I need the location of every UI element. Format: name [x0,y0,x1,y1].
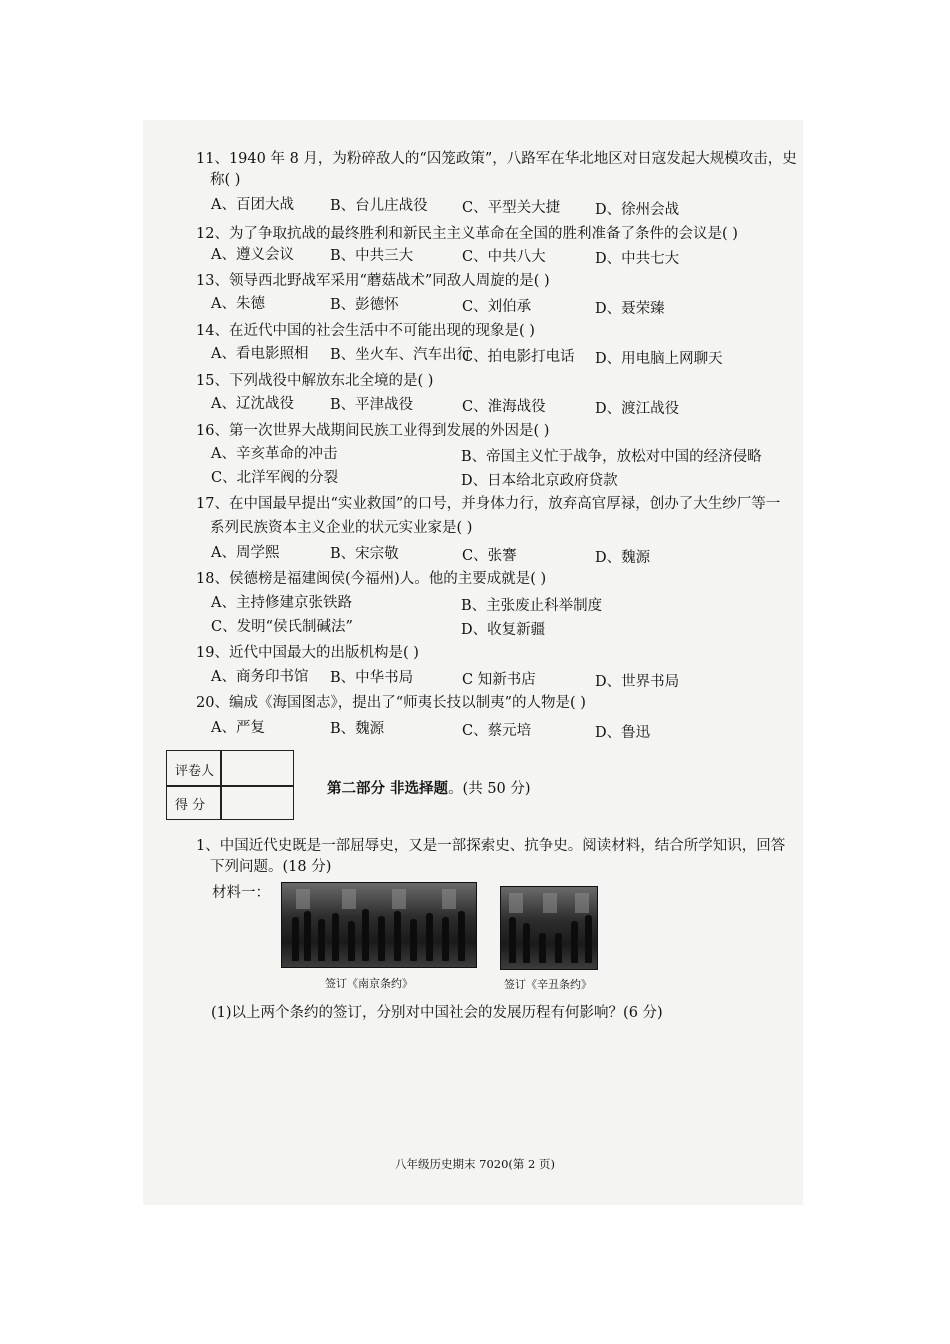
q20-option-b: B、魏源 [330,721,385,737]
question-19-stem: 19、近代中国最大的出版机构是( ) [196,645,419,661]
q20-option-a: A、严复 [211,720,265,736]
question-15-stem: 15、下列战役中解放东北全境的是( ) [196,373,434,389]
question-12-stem: 12、为了争取抗战的最终胜利和新民主主义革命在全国的胜利准备了条件的会议是( ) [196,226,738,242]
part-two-heading: 第二部分 非选择题 [327,781,449,797]
q18-option-d: D、收复新疆 [461,622,546,638]
q18-option-b: B、主张废止科举制度 [461,598,603,614]
score-label: 得 分 [175,798,206,813]
q12-option-d: D、中共七大 [595,251,680,267]
q15-option-d: D、渡江战役 [595,401,680,417]
q19-option-d: D、世界书局 [595,674,680,690]
nanjing-treaty-photo [281,882,477,968]
nanjing-treaty-caption: 签订《南京条约》 [325,977,413,990]
q15-option-c: C、淮海战役 [462,399,546,415]
q17-option-c: C、张謇 [462,548,517,564]
sub-question-1: (1)以上两个条约的签订，分别对中国社会的发展历程有何影响？(6 分) [211,1005,663,1021]
q17-option-b: B、宋宗敬 [330,546,399,562]
q16-option-d: D、日本给北京政府贷款 [461,473,618,489]
q15-option-b: B、平津战役 [330,397,414,413]
q11-option-a: A、百团大战 [211,197,294,213]
q17-option-a: A、周学熙 [211,545,280,561]
q19-option-c: C 知新书店 [462,672,536,688]
q13-option-c: C、刘伯承 [462,299,532,315]
q16-option-a: A、辛亥革命的冲击 [211,446,338,462]
question-11-stem: 11、1940 年 8 月，为粉碎敌人的“囚笼政策”，八路军在华北地区对日寇发起大规模攻击，史 [196,151,797,167]
xinchou-treaty-caption: 签订《辛丑条约》 [504,978,592,991]
essay-question-1-stem-cont: 下列问题。(18 分) [210,859,332,875]
question-13-stem: 13、领导西北野战军采用“蘑菇战术”同敌人周旋的是( ) [196,273,550,289]
q11-option-c: C、平型关大捷 [462,200,561,216]
page-footer: 八年级历史期末 7020(第 2 页) [394,1157,556,1171]
q12-option-b: B、中共三大 [330,248,414,264]
q11-option-b: B、台儿庄战役 [330,198,428,214]
q12-option-c: C、中共八大 [462,249,546,265]
q11-option-d: D、徐州会战 [595,202,680,218]
question-16-stem: 16、第一次世界大战期间民族工业得到发展的外因是( ) [196,423,550,439]
q14-option-a: A、看电影照相 [211,346,309,362]
q16-option-b: B、帝国主义忙于战争，放松对中国的经济侵略 [461,449,762,465]
q13-option-d: D、聂荣臻 [595,301,665,317]
question-17-stem: 17、在中国最早提出“实业救国”的口号，并身体力行，放弃高官厚禄，创办了大生纱厂等一 [196,496,781,512]
q18-option-a: A、主持修建京张铁路 [211,595,352,611]
q20-option-c: C、蔡元培 [462,723,532,739]
question-17-stem-cont: 系列民族资本主义企业的状元实业家是( ) [210,520,473,536]
q19-option-b: B、中华书局 [330,670,414,686]
reviewer-label: 评卷人 [175,764,215,779]
table-row-divider [167,785,293,787]
q17-option-d: D、魏源 [595,550,651,566]
q15-option-a: A、辽沈战役 [211,396,294,412]
material-one-label: 材料一： [212,885,270,901]
q18-option-c: C、发明“侯氏制碱法” [211,619,353,635]
q12-option-a: A、遵义会议 [211,247,294,263]
q16-option-c: C、北洋军阀的分裂 [211,470,339,486]
q14-option-b: B、坐火车、汽车出行 [330,347,472,363]
question-11-stem-cont: 称( ) [210,172,241,188]
q19-option-a: A、商务印书馆 [211,669,309,685]
table-column-divider [220,751,222,819]
q13-option-b: B、彭德怀 [330,297,399,313]
xinchou-treaty-photo [500,886,598,970]
essay-question-1-stem: 1、中国近代史既是一部屈辱史，又是一部探索史、抗争史。阅读材料，结合所学知识，回答 [196,838,786,854]
part-two-points: 。(共 50 分) [448,781,531,797]
q14-option-d: D、用电脑上网聊天 [595,351,723,367]
score-table [166,750,294,820]
part-two-title [327,777,531,798]
q14-option-c: C、拍电影打电话 [462,349,575,365]
q13-option-a: A、朱德 [211,296,265,312]
question-20-stem: 20、编成《海国图志》，提出了“师夷长技以制夷”的人物是( ) [196,695,586,711]
q20-option-d: D、鲁迅 [595,725,651,741]
question-18-stem: 18、侯德榜是福建闽侯(今福州)人。他的主要成就是( ) [196,571,547,587]
question-14-stem: 14、在近代中国的社会生活中不可能出现的现象是( ) [196,323,535,339]
